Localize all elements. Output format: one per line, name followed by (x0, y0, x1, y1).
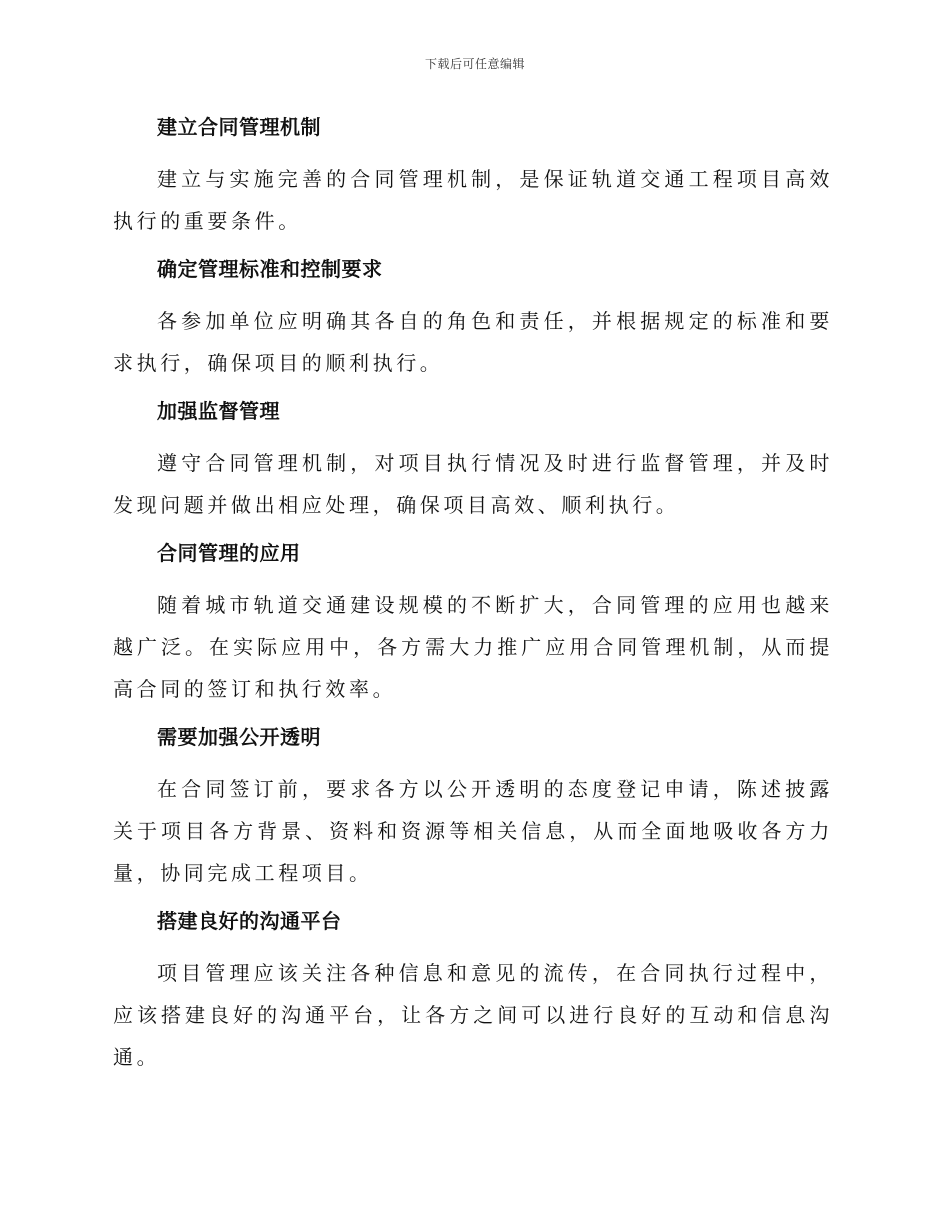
section-heading: 搭建良好的沟通平台 (157, 909, 342, 933)
section-application (113, 536, 833, 710)
section-transparency (113, 720, 833, 894)
section-heading: 确定管理标准和控制要求 (157, 257, 383, 281)
section-communication (113, 904, 833, 1078)
section-standards (113, 252, 833, 384)
document-body (113, 110, 833, 1088)
section-paragraph: 各参加单位应明确其各自的角色和责任，并根据规定的标准和要求执行，确保项目的顺利执行。 (113, 309, 833, 375)
section-paragraph: 项目管理应该关注各种信息和意见的流传，在合同执行过程中，应该搭建良好的沟通平台，让各方之间可以进行良好的互动和信息沟通。 (113, 961, 833, 1069)
section-heading: 建立合同管理机制 (157, 115, 321, 139)
section-supervision (113, 394, 833, 526)
section-paragraph: 随着城市轨道交通建设规模的不断扩大，合同管理的应用也越来越广泛。在实际应用中，各方需大力推广应用合同管理机制，从而提高合同的签订和执行效率。 (113, 593, 833, 701)
section-contract-mechanism (113, 110, 833, 242)
section-heading: 需要加强公开透明 (157, 725, 321, 749)
section-paragraph: 建立与实施完善的合同管理机制，是保证轨道交通工程项目高效执行的重要条件。 (113, 167, 833, 233)
section-heading: 合同管理的应用 (157, 541, 301, 565)
running-header: 下载后可任意编辑 (424, 57, 525, 71)
section-paragraph: 在合同签订前，要求各方以公开透明的态度登记申请，陈述披露关于项目各方背景、资料和资源等相关信息，从而全面地吸收各方力量，协同完成工程项目。 (113, 777, 833, 885)
section-paragraph: 遵守合同管理机制，对项目执行情况及时进行监督管理，并及时发现问题并做出相应处理，确保项目高效、顺利执行。 (113, 451, 833, 517)
section-heading: 加强监督管理 (157, 399, 280, 423)
